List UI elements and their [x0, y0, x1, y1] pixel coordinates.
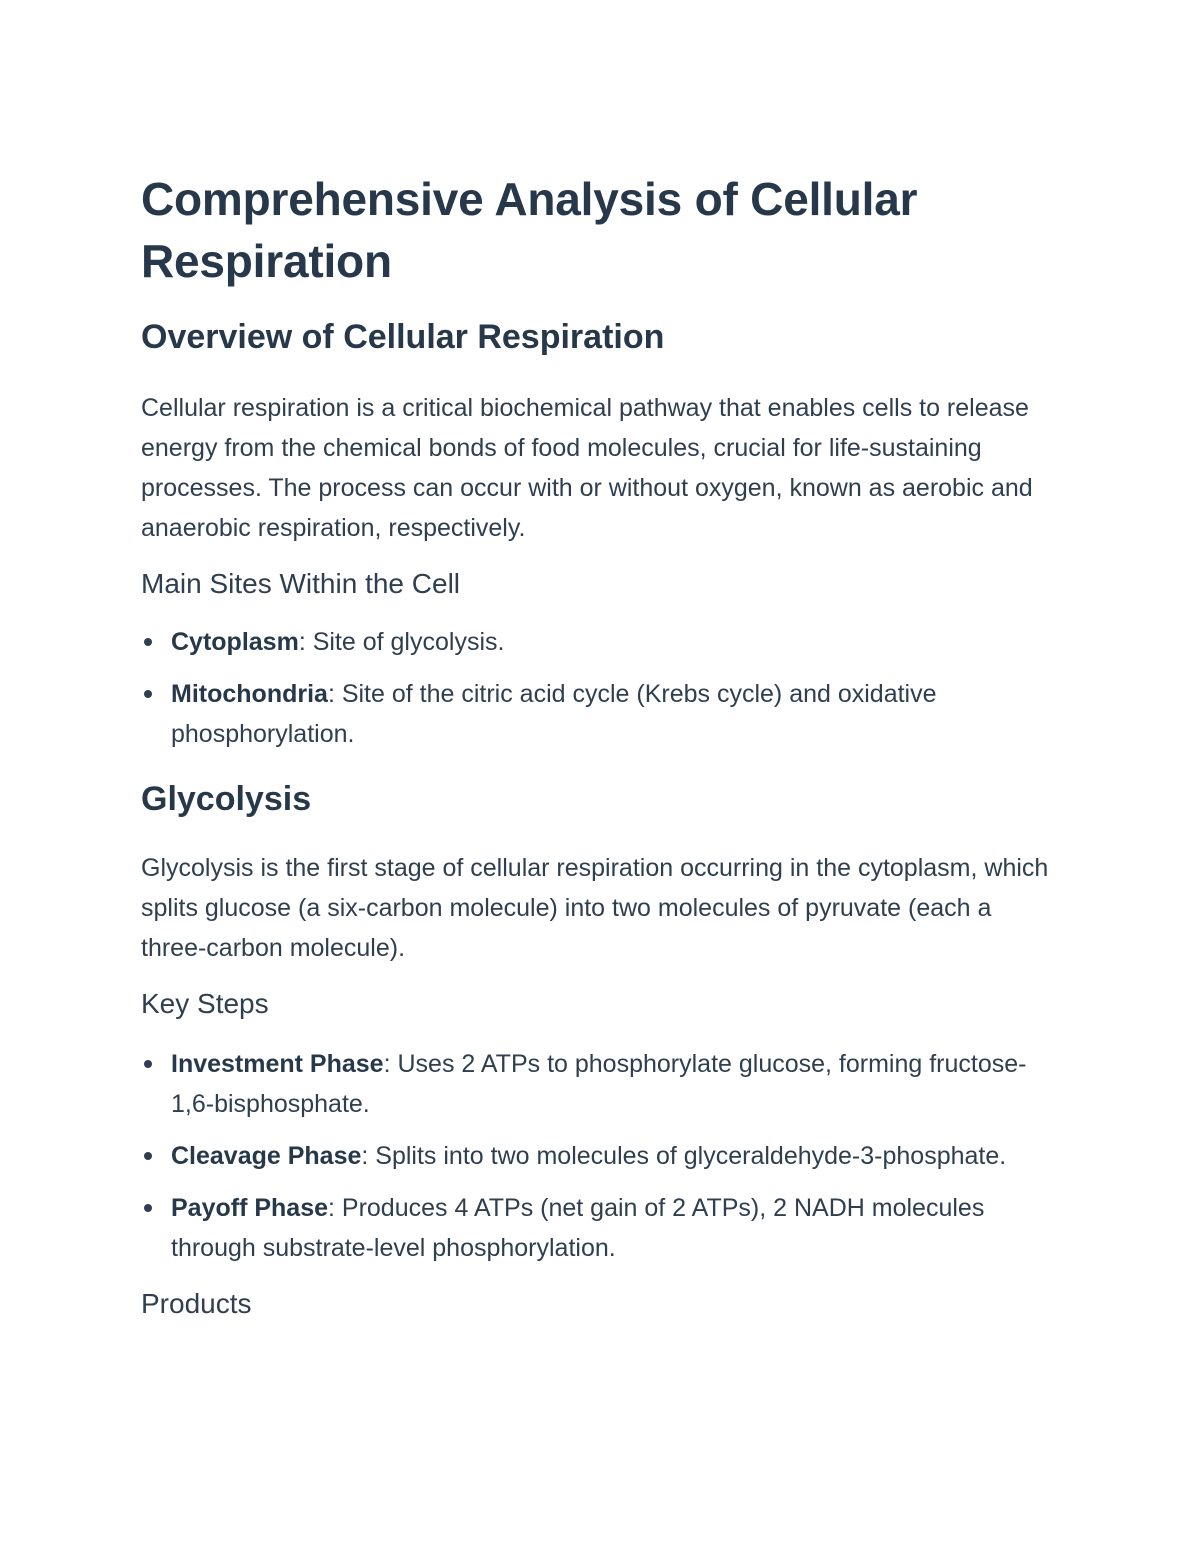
- document-title: Comprehensive Analysis of Cellular Respiration: [141, 173, 918, 287]
- list-item: [141, 1044, 1061, 1124]
- list-item-term: Cleavage Phase: [171, 1142, 362, 1170]
- list-item-term: Investment Phase: [171, 1050, 384, 1078]
- bullet-icon: [144, 1060, 152, 1068]
- overview-heading: Overview of Cellular Respiration: [141, 318, 665, 356]
- overview-paragraph: Cellular respiration is a critical biochemical pathway that enables cells to release energy from the chemical bonds of food molecules, crucial for life-sustaining processes. The process can occur with or without oxygen, known as aerobic and anaerobic respiration, respectively.: [141, 394, 1033, 542]
- key-steps-heading: Key Steps: [141, 988, 269, 1019]
- bullet-icon: [144, 1152, 152, 1160]
- main-sites-list: [141, 622, 1061, 754]
- list-item-text: : Splits into two molecules of glyceraldehyde-3-phosphate.: [361, 1142, 1007, 1170]
- list-item-term: Mitochondria: [171, 680, 328, 708]
- document-page: [141, 168, 1061, 1322]
- list-item-text: : Site of glycolysis.: [298, 628, 505, 656]
- list-item-text: : Site of the citric acid cycle (Krebs cycle) and oxidative phosphorylation.: [171, 680, 937, 748]
- list-item-term: Cytoplasm: [171, 628, 299, 656]
- list-item: [141, 1136, 1061, 1176]
- list-item: [141, 1188, 1061, 1268]
- key-steps-list: [141, 1044, 1061, 1268]
- list-item-text: : Produces 4 ATPs (net gain of 2 ATPs), 2 NADH molecules through substrate-level phosphorylation.: [171, 1194, 985, 1262]
- list-item: [141, 622, 1061, 662]
- list-item-term: Payoff Phase: [171, 1194, 329, 1222]
- list-item: [141, 674, 1061, 754]
- bullet-icon: [144, 1204, 152, 1212]
- glycolysis-paragraph: Glycolysis is the first stage of cellular respiration occurring in the cytoplasm, which splits glucose (a six-carbon molecule) into two molecules of pyruvate (each a three-carbon molecule).: [141, 854, 1049, 962]
- list-item-text: : Uses 2 ATPs to phosphorylate glucose, forming fructose-1,6-bisphosphate.: [171, 1050, 1027, 1118]
- products-heading: Products: [141, 1288, 252, 1319]
- bullet-icon: [144, 638, 152, 646]
- bullet-icon: [144, 690, 152, 698]
- glycolysis-heading: Glycolysis: [141, 780, 312, 818]
- main-sites-heading: Main Sites Within the Cell: [141, 568, 461, 599]
